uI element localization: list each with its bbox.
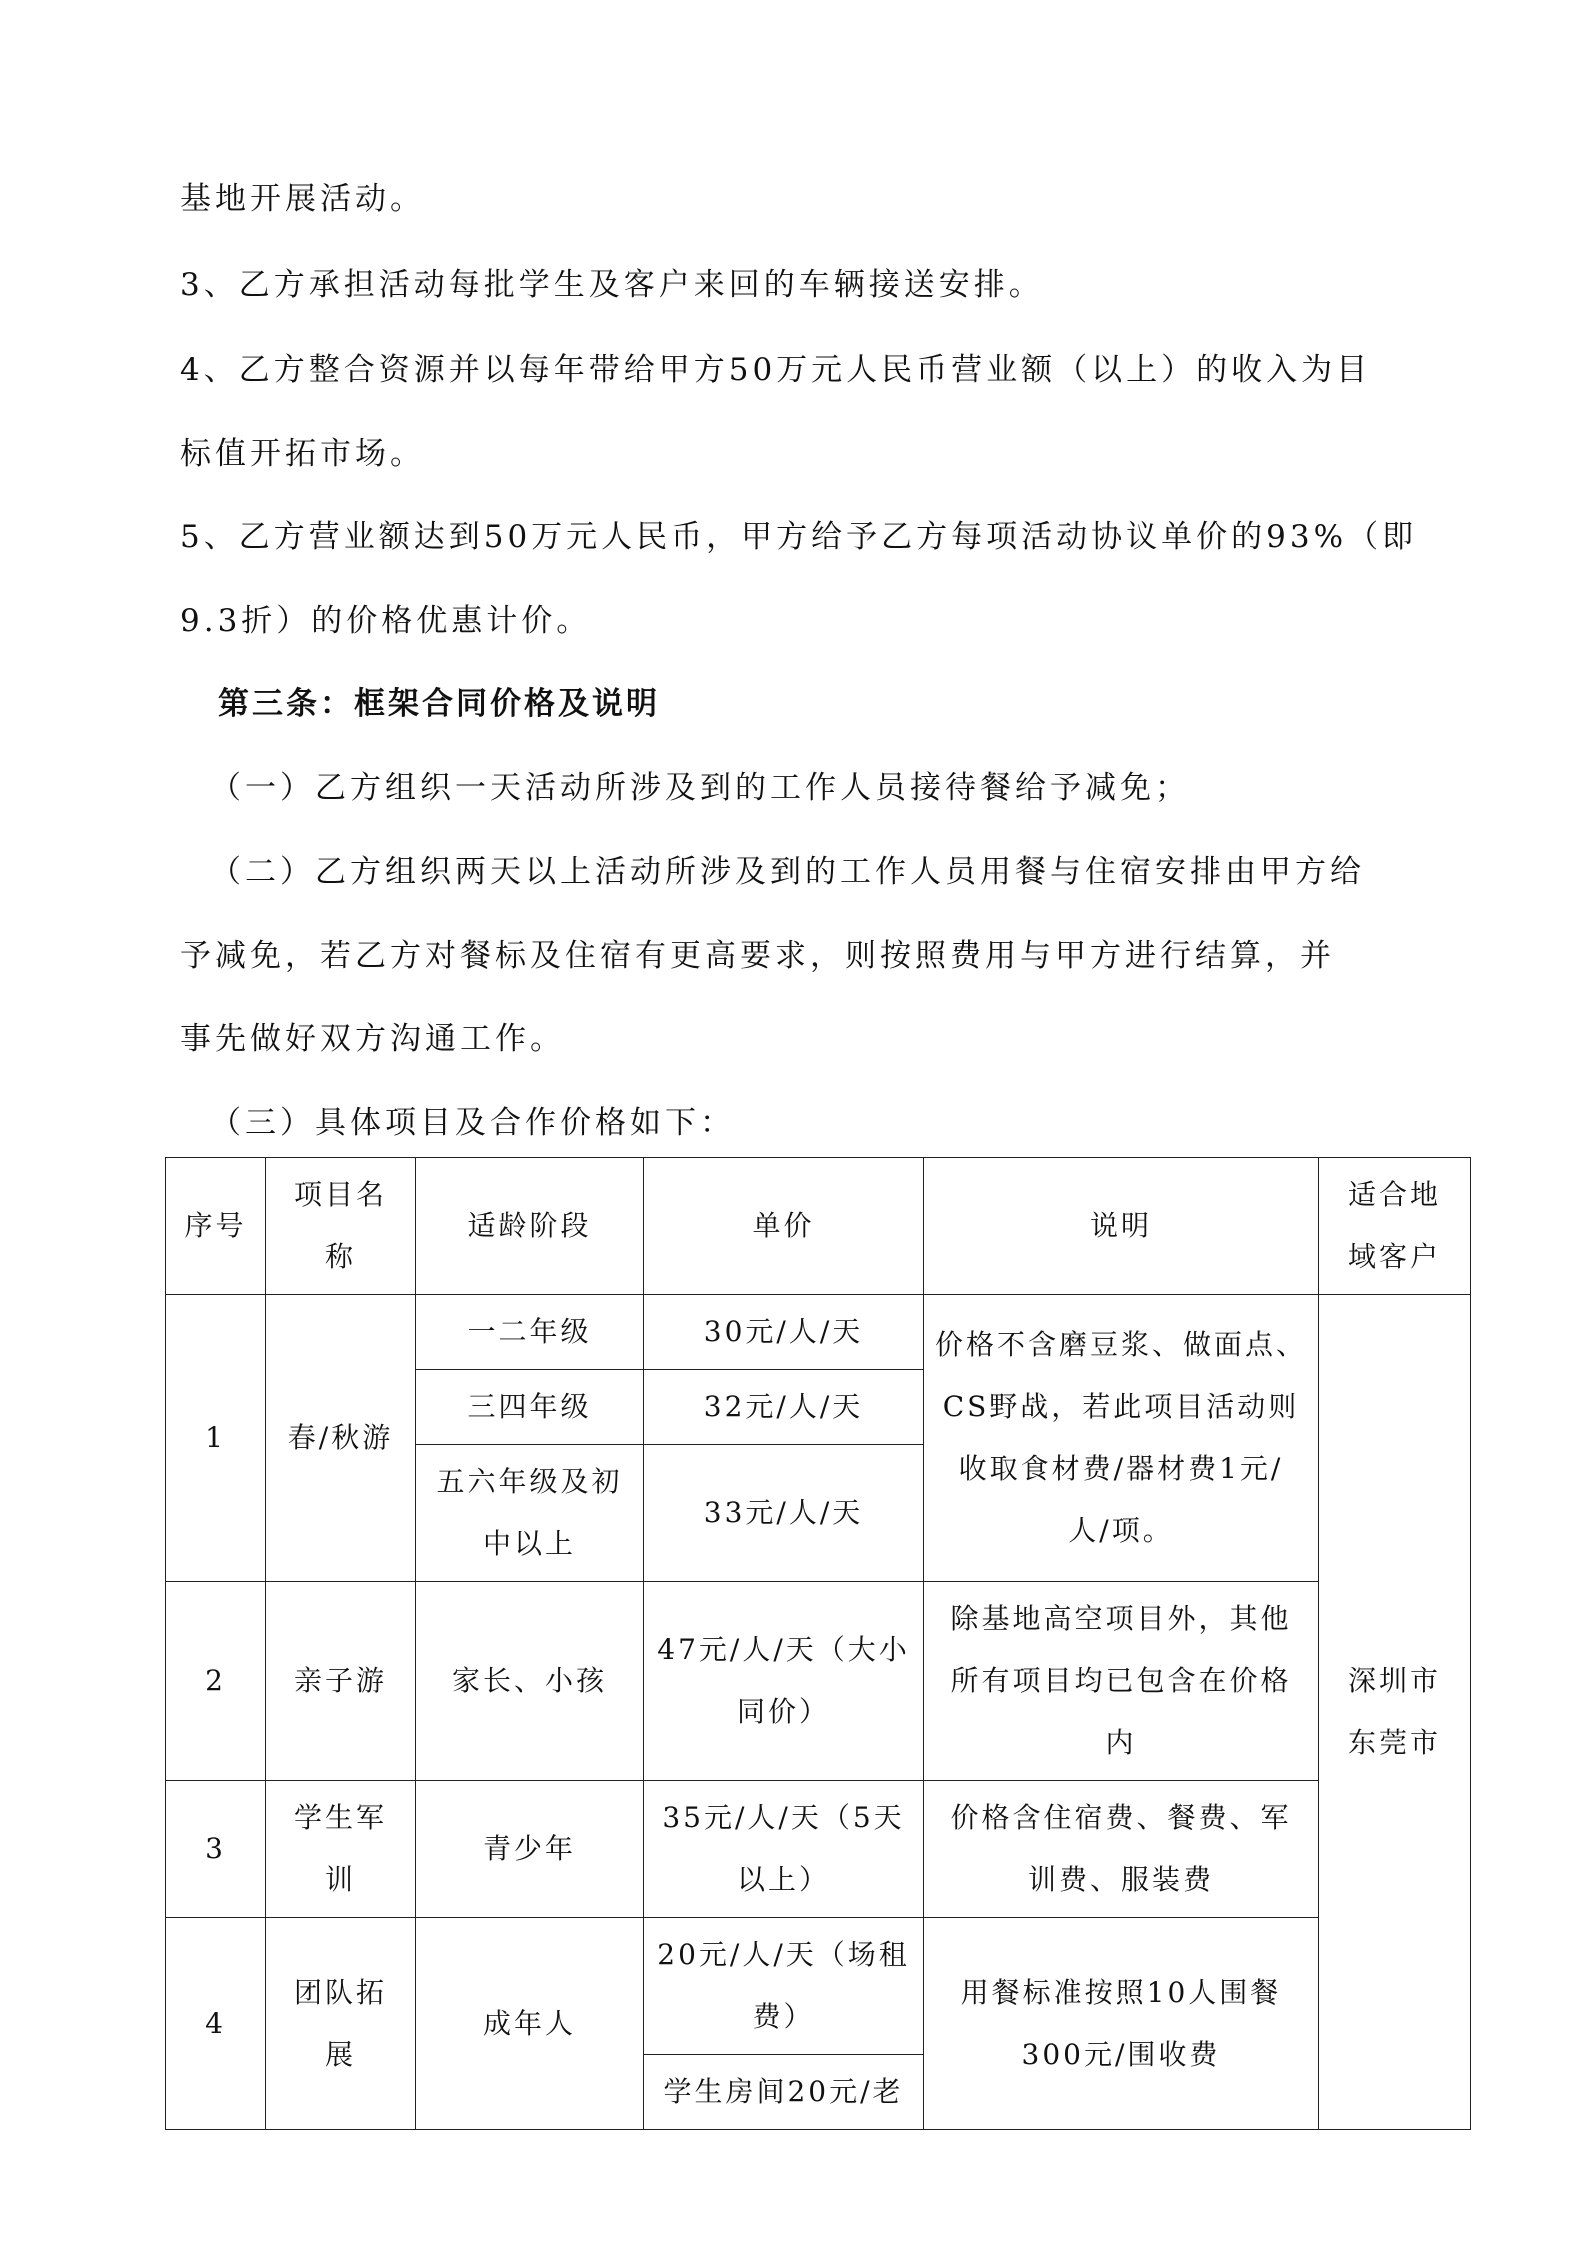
paragraph-3: 4、乙方整合资源并以每年带给甲方50万元人民币营业额（以上）的收入为目 [180, 352, 1372, 388]
row3-no: 3 [166, 1781, 266, 1918]
price-table [165, 1157, 1471, 2130]
row1-name: 春/秋游 [266, 1295, 416, 1582]
table-row [166, 1582, 1471, 1781]
paragraph-9: 予减免，若乙方对餐标及住宿有更高要求，则按照费用与甲方进行结算，并 [180, 938, 1335, 974]
row2-no: 2 [166, 1582, 266, 1781]
row2-age: 家长、小孩 [416, 1582, 644, 1781]
row4-desc: 用餐标准按照10人围餐 300元/围收费 [924, 1918, 1319, 2130]
row1-age-3: 五六年级及初 中以上 [416, 1445, 644, 1582]
region-cell: 深圳市 东莞市 [1319, 1295, 1471, 2130]
paragraph-8: （二）乙方组织两天以上活动所涉及到的工作人员用餐与住宿安排由甲方给 [210, 854, 1365, 890]
table-header-row [166, 1158, 1471, 1295]
paragraph-2: 3、乙方承担活动每批学生及客户来回的车辆接送安排。 [180, 267, 1044, 303]
header-desc: 说明 [924, 1158, 1319, 1295]
table-row [166, 1918, 1471, 2055]
table-row [166, 1295, 1471, 1370]
row1-price-2: 32元/人/天 [644, 1370, 924, 1445]
row4-price-2: 学生房间20元/老 [644, 2055, 924, 2130]
header-age: 适龄阶段 [416, 1158, 644, 1295]
header-no: 序号 [166, 1158, 266, 1295]
row4-price: 20元/人/天（场租 费） [644, 1918, 924, 2055]
row1-desc: 价格不含磨豆浆、做面点、 CS野战，若此项目活动则 收取食材费/器材费1元/ 人/项。 [924, 1295, 1319, 1582]
header-price: 单价 [644, 1158, 924, 1295]
paragraph-4: 标值开拓市场。 [180, 436, 425, 472]
header-name: 项目名 称 [266, 1158, 416, 1295]
row3-price: 35元/人/天（5天 以上） [644, 1781, 924, 1918]
header-region: 适合地 域客户 [1319, 1158, 1471, 1295]
row1-age-2: 三四年级 [416, 1370, 644, 1445]
row2-desc: 除基地高空项目外，其他 所有项目均已包含在价格 内 [924, 1582, 1319, 1781]
row1-price-1: 30元/人/天 [644, 1295, 924, 1370]
row4-age: 成年人 [416, 1918, 644, 2130]
paragraph-7: （一）乙方组织一天活动所涉及到的工作人员接待餐给予减免； [210, 770, 1190, 806]
row3-age: 青少年 [416, 1781, 644, 1918]
section-heading: 第三条：框架合同价格及说明 [218, 686, 660, 722]
paragraph-1: 基地开展活动。 [180, 181, 425, 217]
row3-desc: 价格含住宿费、餐费、军 训费、服装费 [924, 1781, 1319, 1918]
row1-price-3: 33元/人/天 [644, 1445, 924, 1582]
paragraph-6: 9.3折）的价格优惠计价。 [180, 603, 592, 639]
paragraph-11: （三）具体项目及合作价格如下： [210, 1105, 735, 1141]
row2-name: 亲子游 [266, 1582, 416, 1781]
row3-name: 学生军 训 [266, 1781, 416, 1918]
row4-name: 团队拓 展 [266, 1918, 416, 2130]
paragraph-10: 事先做好双方沟通工作。 [180, 1021, 565, 1057]
row1-age-1: 一二年级 [416, 1295, 644, 1370]
row4-no: 4 [166, 1918, 266, 2130]
paragraph-5: 5、乙方营业额达到50万元人民币，甲方给予乙方每项活动协议单价的93%（即 [180, 519, 1418, 555]
row1-no: 1 [166, 1295, 266, 1582]
table-row [166, 1781, 1471, 1918]
row2-price: 47元/人/天（大小 同价） [644, 1582, 924, 1781]
